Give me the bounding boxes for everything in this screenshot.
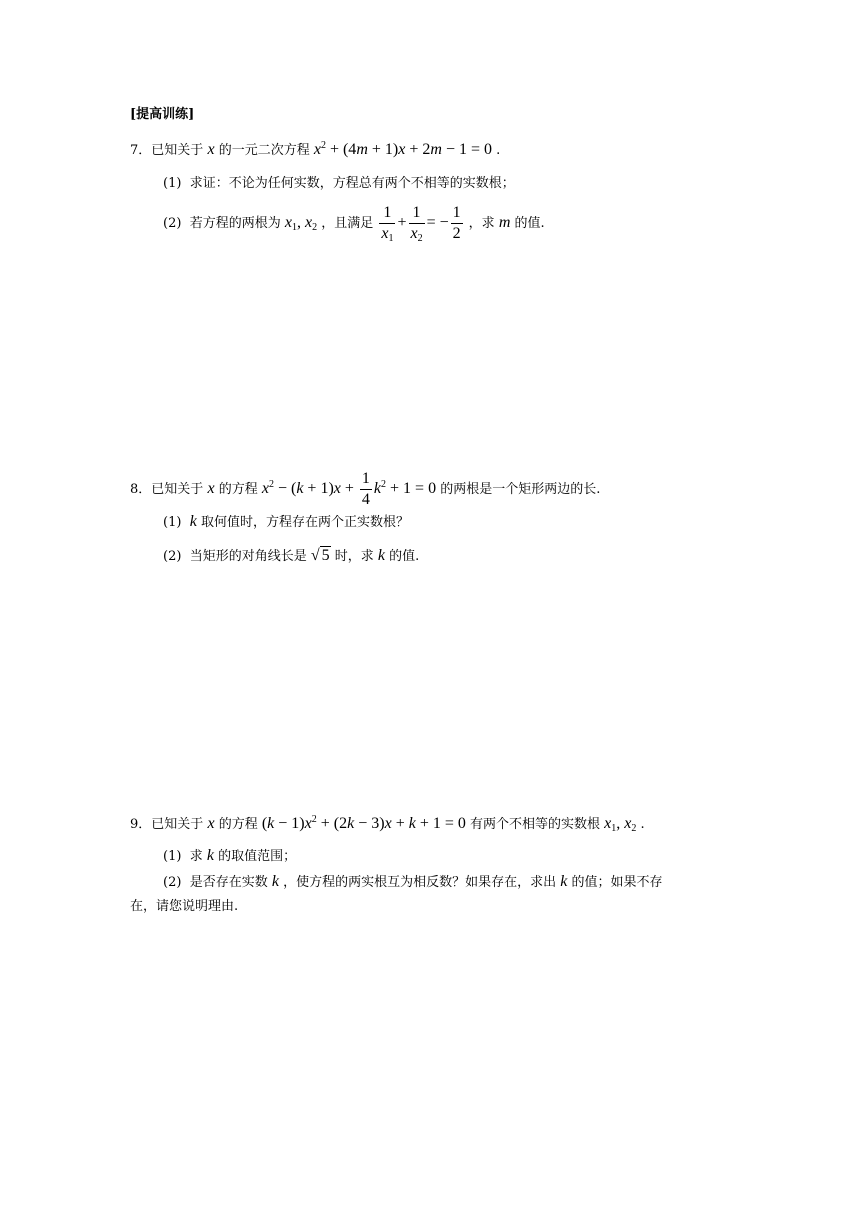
- problem-8-number: 8．: [130, 482, 152, 498]
- problem-8-part-2: (2) 当矩形的对角线长是 √ 5 时，求 k 的值.: [163, 547, 420, 564]
- problem-7-part-2: (2) 若方程的两根为 $x_1$, $x_2$ ，且满足 $\frac{1}{x_1}$ + $\frac{1}{x_2}$ = − $\frac{1}{2}$ ，求 m 的值.: [163, 204, 545, 244]
- problem-9-part-2-continued: 在，请您说明理由.: [130, 899, 239, 914]
- problem-7-statement: 7．已知关于 x 的一元二次方程 $x^2 + (4m + 1)x + 2m - 1 = 0$ .: [130, 140, 501, 158]
- problem-7-equation: $x^2 + (4m + 1)x + 2m - 1 = 0$: [313, 140, 492, 158]
- problem-9-statement: 9．已知关于 x 的方程 $(k - 1)x^2 + (2k - 3)x + k + 1 = 0$ 有两个不相等的实数根 $x_1$, $x_2$ .: [130, 814, 645, 834]
- problem-7-number: 7．: [130, 143, 152, 158]
- sqrt-5: √ 5: [310, 547, 330, 564]
- problem-7-condition: $\frac{1}{x_1}$ + $\frac{1}{x_2}$ = − $\frac{1}{2}$: [381, 204, 461, 244]
- problem-7-part-1: (1) 求证：不论为任何实数，方程总有两个不相等的实数根；: [163, 176, 515, 191]
- section-title: [提高训练]: [130, 107, 195, 122]
- problem-9-part-2: (2) 是否存在实数 k ，使方程的两实根互为相反数？如果存在，求出 k 的值；如果不存: [163, 873, 663, 890]
- problem-9-equation: $(k - 1)x^2 + (2k - 3)x + k + 1 = 0$: [261, 814, 466, 832]
- problem-8-part-1: (1) k 取何值时，方程存在两个正实数根？: [163, 513, 409, 530]
- problem-9-part-1: (1) 求 k 的取值范围；: [163, 847, 297, 864]
- problem-8-statement: 8．已知关于 x 的方程 $x^2 - (k + 1)x$ + $\frac{1}{4}$ $k^2 + 1 = 0$ 的两根是一个矩形两边的长.: [130, 470, 601, 508]
- problem-8-equation: $x^2 - (k + 1)x$ + $\frac{1}{4}$ $k^2 + 1 = 0$: [261, 470, 437, 508]
- problem-9-number: 9．: [130, 817, 152, 832]
